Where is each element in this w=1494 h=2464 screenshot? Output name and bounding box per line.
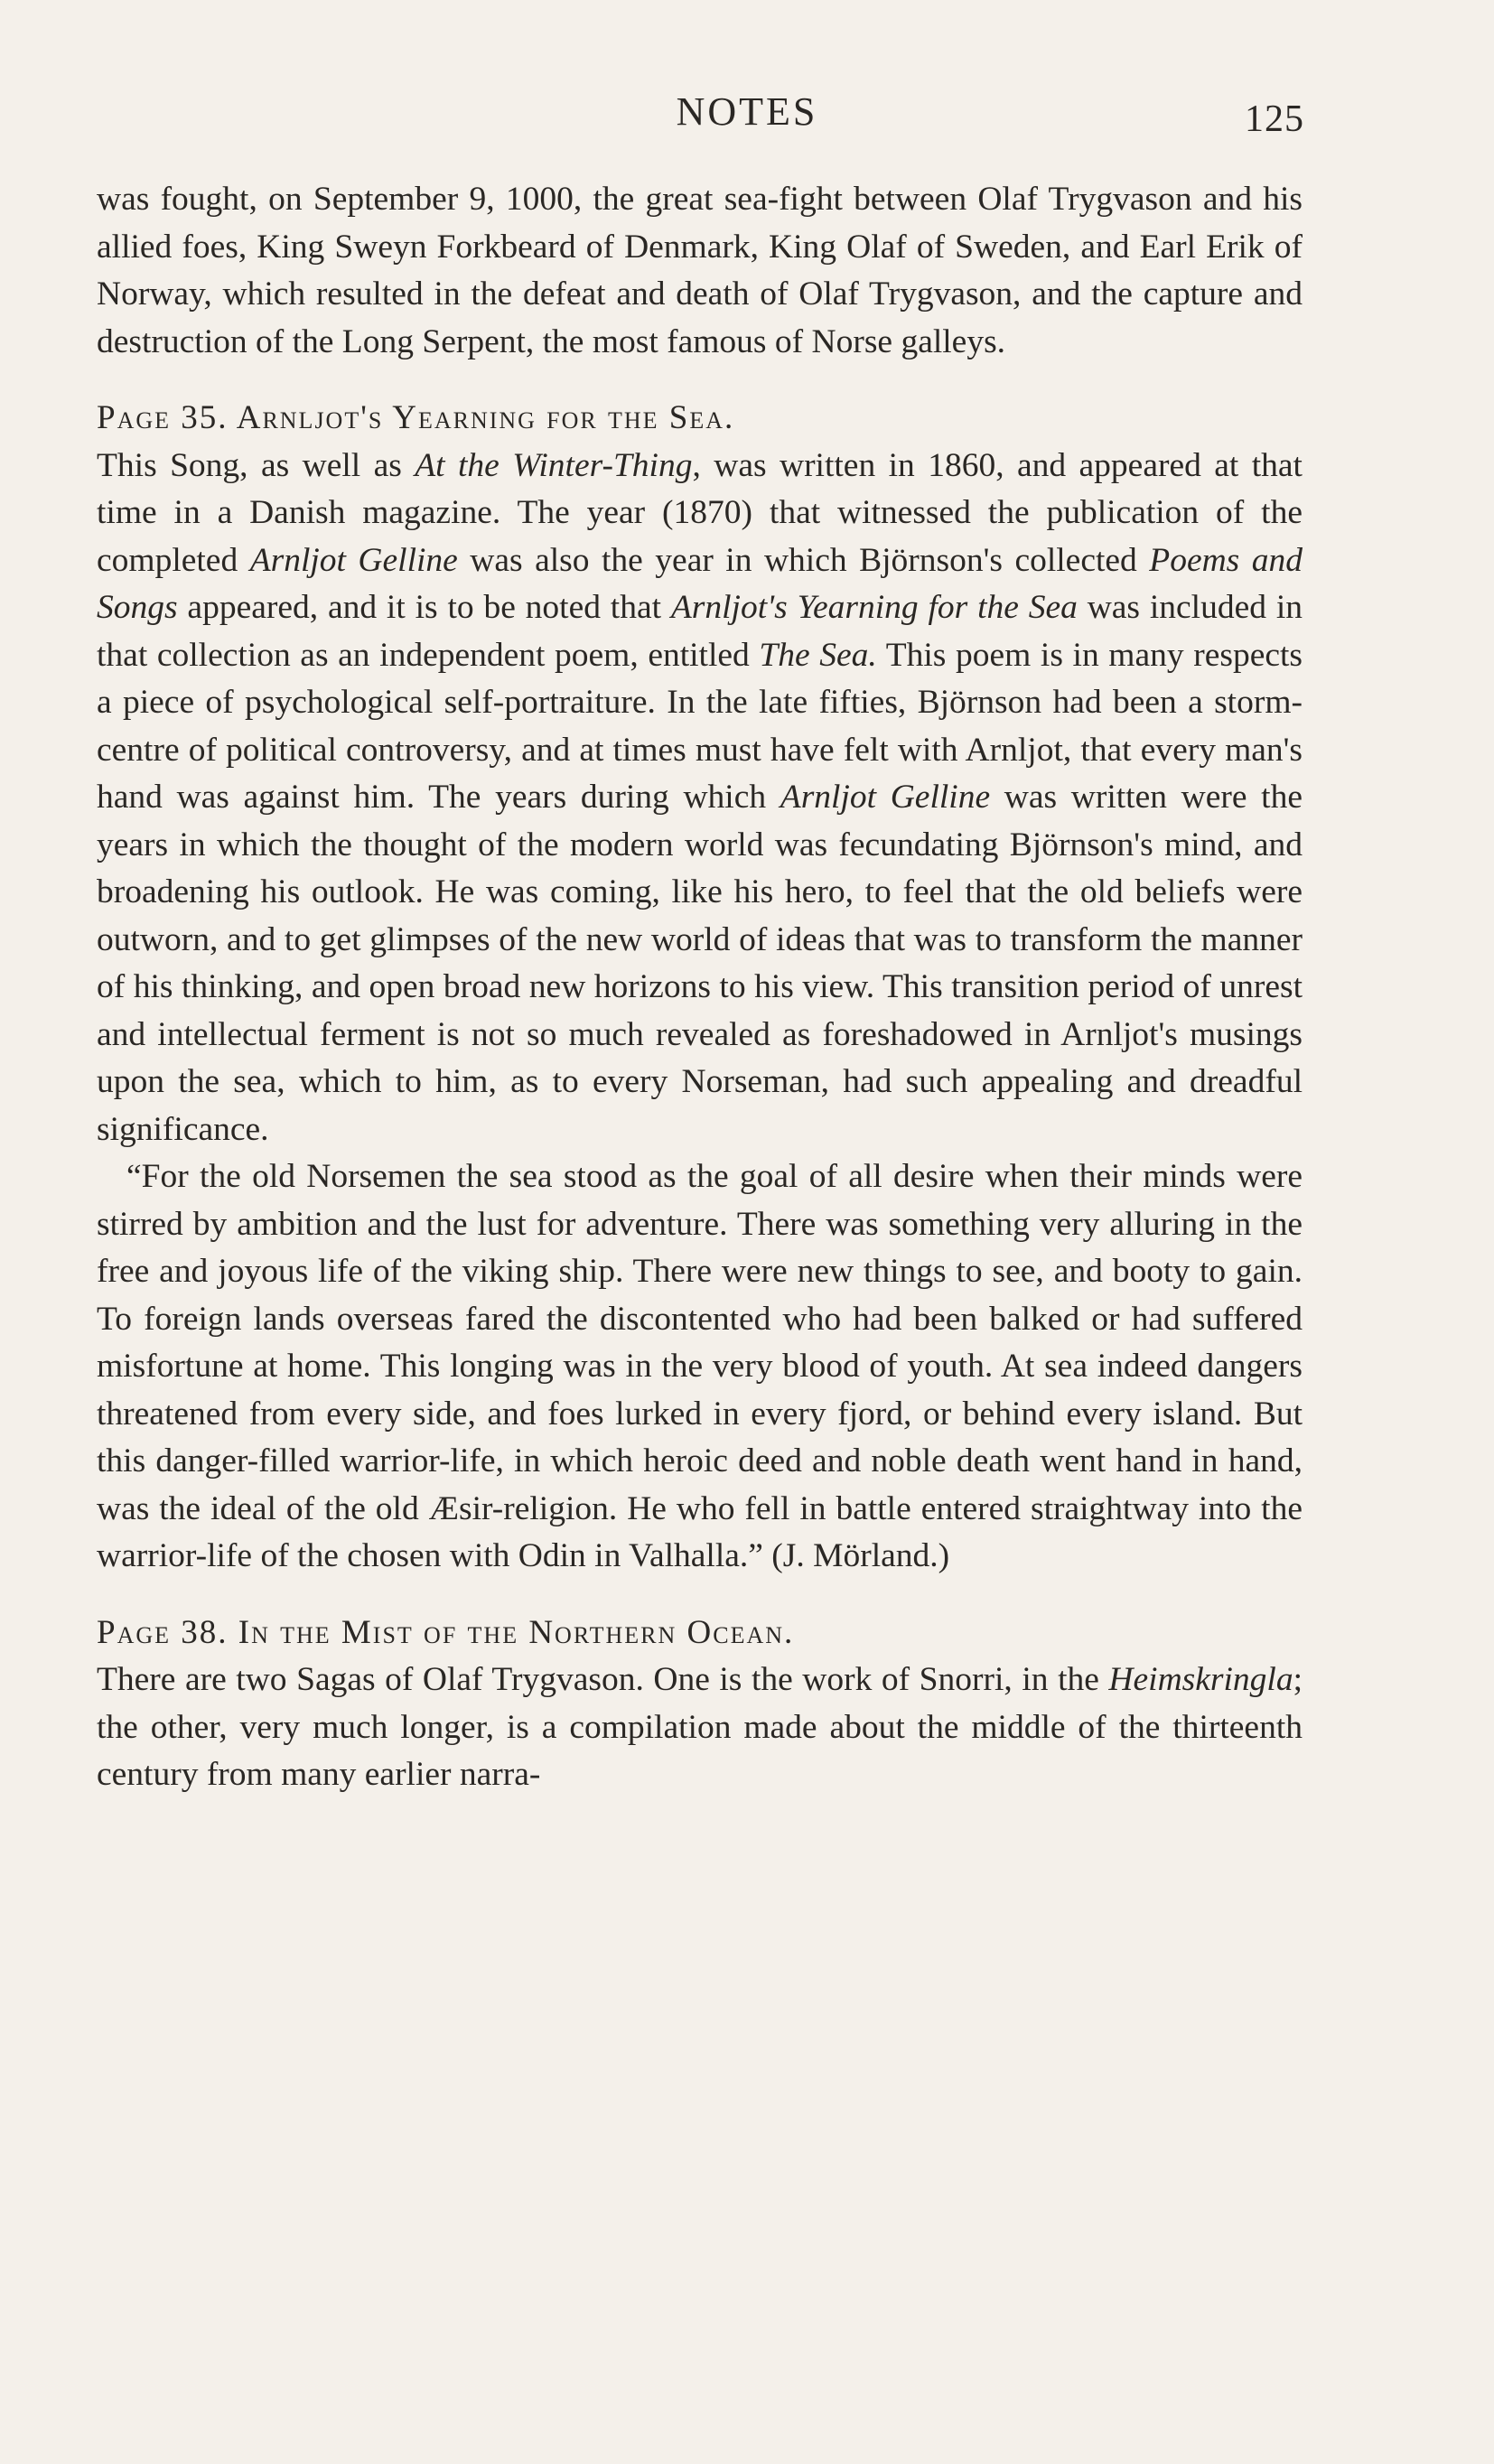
heading-text: Page 38. In the Mist of the Northern Ocean. [97, 1613, 795, 1651]
paragraph-song-history [97, 443, 1303, 1154]
title-poems-and-songs: Poems and Songs [97, 541, 1303, 626]
text-run: appeared, and it is to be noted that [177, 589, 671, 626]
title-arnljots-yearning: Arnljot's Yearning for the Sea [670, 589, 1078, 626]
title-the-sea: The Sea. [759, 636, 877, 674]
title-heimskringla: Heimskringla [1108, 1661, 1293, 1698]
title-at-the-winter-thing: At the Winter-Thing [415, 446, 693, 484]
paragraph-quotation-morland: “For the old Norsemen the sea stood as the goal of all desire when their minds were stirred by ambition and the lust for adventure. There was something very alluring in the free and joyous life of the viking ship. There were new things to see, and booty to gain. To foreign lands overseas fared the discontented who had been balked or had suffered misfortune at home. This longing was in the very blood of youth. At sea indeed dangers threatened from every side, and foes lurked in every fjord, or behind every island. But this danger-filled warrior-life, in which heroic deed and noble death went hand in hand, was the ideal of the old Æsir-religion. He who fell in battle entered straightway into the warrior-life of the chosen with Odin in Valhalla.” (J. Mörland.) [97, 1158, 1303, 1574]
page-number: 125 [1245, 98, 1304, 140]
text-run: There are two Sagas of Olaf Trygvason. One is the work of Snorri, in the [97, 1661, 1109, 1698]
heading-arnljots-yearning [97, 395, 1303, 443]
title-arnljot-gelline: Arnljot Gelline [780, 779, 991, 816]
text-run: This poem is in many respects a piece of psychological self-portraiture. In the late fifties, Björnson had been a storm-centre of political controversy, and at times must have felt with Arnljot, that every man's hand was against him. The years during which [97, 636, 1303, 816]
body-text [97, 176, 1303, 1799]
text-run: ; the other, very much longer, is a compilation made about the middle of the thirteenth century from many earlier narra- [97, 1661, 1303, 1793]
heading-mist-northern-ocean [97, 1610, 1303, 1657]
text-run: was also the year in which Björnson's collected [457, 541, 1150, 579]
paragraph-sea-fight: was fought, on September 9, 1000, the great sea-fight between Olaf Trygvason and his allied foes, King Sweyn Forkbeard of Denmark, King Olaf of Sweden, and Earl Erik of Norway, which resulted in the defeat and death of Olaf Trygvason, and the capture and destruction of the Long Serpent, the most famous of Norse galleys. [97, 181, 1303, 360]
title-arnljot-gelline: Arnljot Gelline [249, 541, 458, 579]
text-run: , was written in 1860, and appeared at that time in a Danish magazine. The year (1870) that witnessed the publication of the completed [97, 446, 1303, 579]
running-head: NOTES [676, 89, 818, 134]
text-run: This Song, as well as [97, 446, 416, 484]
text-run: was included in that collection as an independent poem, entitled [97, 589, 1303, 674]
text-run: was written were the years in which the thought of the modern world was fecundating Björnson's mind, and broadening his outlook. He was coming, like his hero, to feel that the old beliefs were outworn, and to get glimpses of the new world of ideas that was to transform the manner of his thinking, and open broad new horizons to his view. This transition period of unrest and intellectual ferment is not so much revealed as foreshadowed in Arnljot's musings upon the sea, which to him, as to every Norseman, had such appealing and dreadful significance. [97, 779, 1303, 1148]
paragraph-olaf-sagas [97, 1657, 1303, 1799]
heading-text: Page 35. Arnljot's Yearning for the Sea. [97, 399, 735, 436]
